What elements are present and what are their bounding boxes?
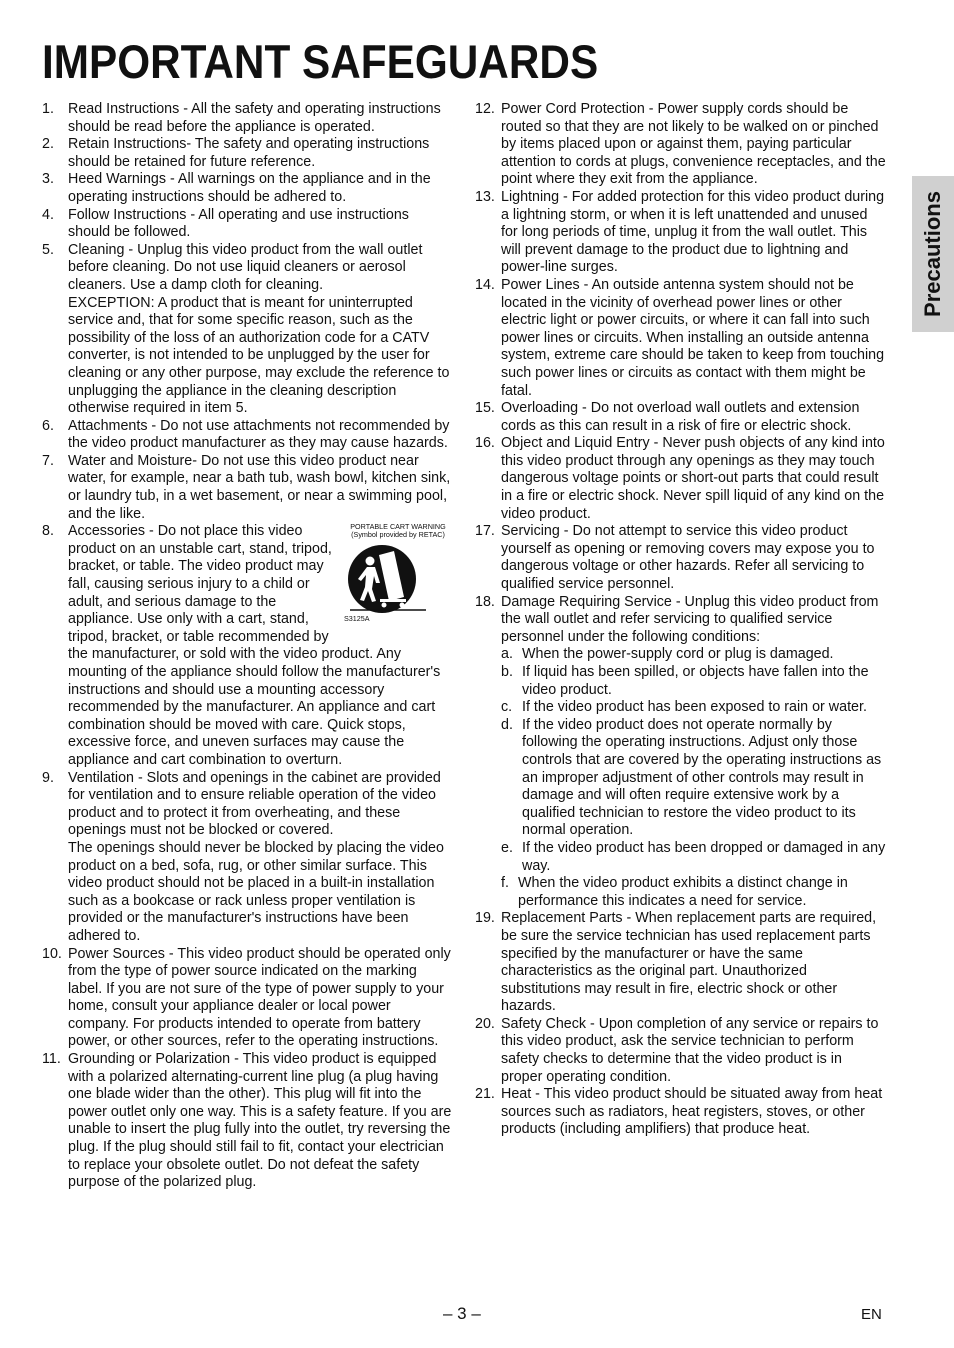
cart-warning-caption: PORTABLE CART WARNING: [350, 522, 446, 532]
cart-warning-source: (Symbol provided by RETAC): [351, 530, 445, 540]
item-number: 3.: [42, 171, 54, 188]
item-text: Power Lines - An outside antenna system should not be located in the vicinity of overhead power lines or other electric light or power circuits, or where it can fall into such power lines or circuits. When installing an outside antenna system, extreme care should be taken to keep from touching such power lines or circuits as contact with them might be fatal.: [501, 276, 885, 399]
item-text: Lightning - For added protection for this video product during a lightning storm, or when it is left unattended and unused for long periods of time, unplug it from the wall outlet. This will prevent damage to the product due to lightning and power-line surges.: [501, 188, 885, 276]
item-text: Heat - This video product should be situated away from heat sources such as radiators, heat registers, stoves, or other products (including amplifiers) that produce heat.: [501, 1086, 883, 1138]
item-text: Water and Moisture- Do not use this video product near water, for example, near a bath tub, wash bowl, kitchen sink, or laundry tub, in a wet basement, or near a swimming pool, and the like.: [68, 452, 451, 522]
portable-cart-warning-figure: [344, 523, 452, 633]
condition-text: If liquid has been spilled, or objects have fallen into the video product.: [522, 664, 869, 698]
item-number: 1.: [42, 101, 54, 117]
list-item: [475, 1086, 887, 1139]
list-item: [475, 594, 887, 911]
left-column: [42, 101, 452, 1192]
item-number: 11.: [42, 1051, 61, 1068]
list-item: [42, 136, 452, 171]
item-number: 8.: [42, 523, 54, 540]
language-code: EN: [861, 1306, 882, 1323]
item-text: Overloading - Do not overload wall outlets and extension cords as this can result in a risk of fire or electric shock.: [501, 400, 860, 434]
list-item: [42, 171, 452, 206]
list-item: [42, 1051, 452, 1192]
item-text: Ventilation - Slots and openings in the cabinet are provided for ventilation and to ensure reliable operation of the video product and to protect it from overheating, and these openings must not be blocked or covered.: [68, 769, 441, 839]
item-text: Heed Warnings - All warnings on the appliance and in the operating instructions should be adhered to.: [68, 171, 431, 205]
item-text: Replacement Parts - When replacement parts are required, be sure the service technician has used replacement parts specified by the manufacturer or have the same characteristics as the original part. Unauthorized substitutions may result in fire, electric shock or other hazards.: [501, 910, 877, 1015]
list-item: [42, 946, 452, 1052]
item-number: 2.: [42, 136, 54, 153]
item-text: Servicing - Do not attempt to service this video product yourself as opening or removing covers may expose you to dangerous voltage or other hazards. Refer all servicing to qualified service personnel.: [501, 523, 875, 593]
item-number: 21.: [475, 1086, 495, 1103]
item-number: 14.: [475, 276, 495, 293]
precautions-tab-label: Precautions: [920, 191, 945, 317]
item-text: Power Sources - This video product should be operated only from the type of power source indicated on the marking label. If you are not sure of the type of power supply to your home, consult your appliance dealer or local power company. For products intended to operate from battery power, or other sources, refer to the operating instructions.: [68, 945, 451, 1050]
item-text: Retain Instructions- The safety and operating instructions should be retained for future reference.: [68, 136, 430, 170]
item-number: 9.: [42, 769, 54, 786]
item-number: 7.: [42, 452, 54, 469]
item-extra-text: The openings should never be blocked by placing the video product on a bed, sofa, rug, or other similar surface. This video product should not be placed in a built-in installation such as a bookcase or rack unless proper ventilation is provided or the manufacturer's instructions have been adhered to.: [68, 839, 444, 944]
list-item: [475, 101, 887, 189]
item-exception-text: EXCEPTION: A product that is meant for uninterrupted service and, that for some specific reason, such as the possibility of the loss of an authorization code for a CATV converter, is not intended to be unplugged by the user for cleaning or any other purpose, may exclude the reference to unplugging the appliance in the cleaning description otherwise required in item 5.: [68, 294, 450, 417]
condition-item: [501, 717, 887, 840]
item-text: Object and Liquid Entry - Never push objects of any kind into this video product through any openings as they may touch dangerous voltage points or short-out parts that could result in a fire or electric shock. Never spill liquid of any kind on the video product.: [501, 435, 885, 522]
condition-letter: c.: [501, 699, 513, 716]
item-text: Accessories - Do not place this video product on an unstable cart, stand, tripod, bracket, or table. The video product may fall, causing serious injury to a child or adult, and serious damage to the appliance. Use only with a cart, stand, tripod, bracket, or table recommended by the manufacturer, or sold with the video product. Any mounting of the appliance should follow the manufacturer's instructions and should use a mounting accessory recommended by the manufacturer. An appliance and cart combination should be moved with care. Quick stops, excessive force, and uneven surfaces may cause the appliance and cart combination to overturn.: [68, 523, 441, 768]
item-number: 19.: [475, 910, 495, 927]
condition-letter: a.: [501, 646, 513, 663]
page-title: IMPORTANT SAFEGUARDS: [42, 35, 599, 88]
cart-tipping-icon: [346, 543, 428, 615]
item-number: 16.: [475, 435, 495, 452]
list-item: [42, 207, 452, 242]
list-item: [42, 418, 452, 453]
condition-text: If the video product has been dropped or damaged in any way.: [522, 839, 886, 874]
figure-code: S3125A: [344, 614, 370, 624]
condition-item: [501, 875, 887, 910]
item-text: Safety Check - Upon completion of any service or repairs to this video product, ask the service technician to perform safety checks to determine that the video product is in proper operating condition.: [501, 1015, 879, 1085]
item-number: 15.: [475, 400, 495, 417]
condition-text: If the video product has been exposed to rain or water.: [522, 699, 867, 716]
condition-letter: f.: [501, 875, 509, 892]
item-number: 17.: [475, 523, 495, 540]
list-item: [475, 1016, 887, 1086]
list-item: [475, 435, 887, 523]
precautions-tab: [912, 176, 954, 332]
item-text: Power Cord Protection - Power supply cords should be routed so that they are not likely to be walked on or pinched by items placed upon or against them, paying particular attention to cords at plugs, convenience receptacles, and the point where they exit from the appliance.: [501, 101, 886, 188]
condition-item: [501, 840, 887, 875]
item-text: Grounding or Polarization - This video product is equipped with a polarized alternating-current line plug (a plug having one blade wider than the other). This plug will fit into the power outlet only one way. This is a safety feature. If you are unable to insert the plug fully into the outlet, try reversing the plug. If the plug should still fail to fit, contact your electrician to replace your obsolete outlet. Do not defeat the safety purpose of the polarized plug.: [68, 1051, 452, 1191]
item-number: 5.: [42, 241, 54, 258]
condition-letter: d.: [501, 716, 513, 733]
item-text: Read Instructions - All the safety and operating instructions should be read before the appliance is operated.: [68, 101, 441, 135]
list-item: [475, 400, 887, 435]
list-item: [475, 277, 887, 400]
item-number: 20.: [475, 1015, 495, 1032]
condition-item: [501, 646, 887, 664]
list-item: [42, 101, 452, 136]
condition-text: When the power-supply cord or plug is damaged.: [522, 646, 834, 663]
condition-text: When the video product exhibits a distinct change in performance this indicates a need for service.: [518, 875, 848, 909]
page-number: – 3 –: [443, 1304, 481, 1323]
condition-letter: b.: [501, 664, 513, 680]
item-number: 12.: [475, 101, 495, 117]
list-item: [475, 189, 887, 277]
item-number: 13.: [475, 188, 495, 205]
item-number: 6.: [42, 417, 54, 434]
condition-item: [501, 664, 887, 699]
right-column: [475, 101, 887, 1139]
list-item: [42, 242, 452, 418]
condition-item: [501, 699, 887, 717]
item-text: Cleaning - Unplug this video product from the wall outlet before cleaning. Do not use liquid cleaners or aerosol cleaners. Use a damp cloth for cleaning.: [68, 241, 423, 293]
condition-letter: e.: [501, 839, 513, 856]
service-conditions-list: [501, 646, 887, 910]
condition-text: If the video product does not operate normally by following the operating instructions. Adjust only those controls that are covered by the operating instructions as an improper adjustment of other controls may result in damage and will often require extensive work by a qualified technician to restore the video product to its normal operation.: [522, 716, 882, 839]
list-item: [475, 523, 887, 593]
list-item: [42, 453, 452, 523]
list-item: [475, 910, 887, 1016]
item-text: Damage Requiring Service - Unplug this video product from the wall outlet and refer servicing to qualified service personnel under the following conditions:: [501, 593, 879, 645]
item-text: Follow Instructions - All operating and use instructions should be followed.: [68, 206, 409, 241]
list-item: [42, 770, 452, 946]
item-text: Attachments - Do not use attachments not recommended by the video product manufacturer as they may cause hazards.: [68, 417, 450, 452]
list-item: [42, 523, 452, 769]
item-number: 10.: [42, 945, 62, 962]
item-number: 4.: [42, 206, 54, 223]
item-number: 18.: [475, 593, 495, 610]
